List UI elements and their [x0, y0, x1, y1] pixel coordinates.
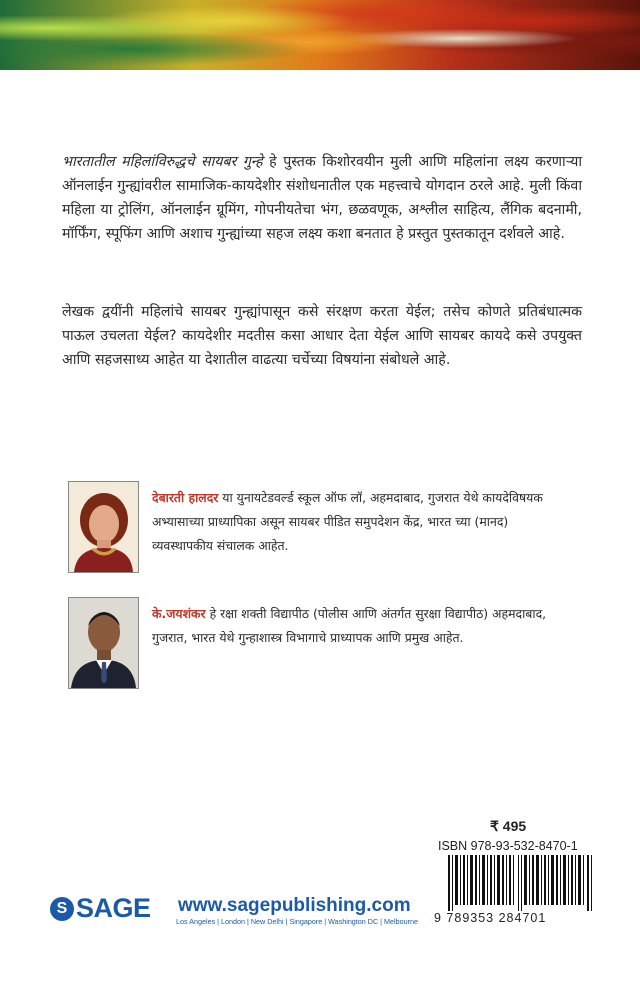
author-name-1: देबारती हालदर [152, 490, 219, 505]
publisher-cities: Los Angeles | London | New Delhi | Singapore | Washington DC | Melbourne [176, 917, 419, 926]
barcode [448, 855, 596, 911]
isbn-label: ISBN 978-93-532-8470-1 [438, 839, 578, 853]
sage-wordmark: SAGE [76, 893, 151, 923]
sage-logo [50, 893, 151, 924]
price-label: ₹ 495 [490, 818, 527, 834]
publisher-website: www.sagepublishing.com [178, 895, 411, 916]
book-title-italic: भारतातील महिलांविरुद्धचे सायबर गुन्हे [62, 154, 263, 170]
author-bio-2-text: हे रक्षा शक्ती विद्यापीठ (पोलीस आणि अंतर्गत सुरक्षा विद्यापीठ) अहमदाबाद, गुजरात, भारत येथे गुन्हाशास्त्र विभागाचे प्राध्यापक आणि प्रमुख आहेत. [152, 606, 547, 645]
author-photo-1 [68, 481, 139, 573]
cover-art-banner [0, 0, 640, 70]
author-photo-2 [68, 597, 139, 689]
barcode-digits: 9 789353 284701 [434, 911, 547, 925]
blurb-paragraph-2: लेखक द्वयींनी महिलांचे सायबर गुन्ह्यांपासून कसे संरक्षण करता येईल; तसेच कोणते प्रतिबंधात्मक पाऊल उचलता येईल? कायदेशीर मदतीस कसा आधार देता येईल आणि सायबर कायदे कसे उपयुक्त आणि सहजसाध्य आहेत या देशातील वाढत्या चर्चेच्या विषयांना संबोधले आहे. [62, 304, 582, 368]
author-name-2: के.जयशंकर [152, 606, 206, 621]
author-bio-1 [152, 486, 572, 558]
blurb-paragraph-1 [62, 150, 582, 246]
blurb-paragraph-1-rest: हे पुस्तक किशोरवयीन मुली आणि महिलांना लक्ष्य करणाऱ्या ऑनलाईन गुन्ह्यांवरील सामाजिक-कायदेशीर संशोधनातील एक महत्त्वाचे योगदान ठरले आहे. मुली किंवा महिला या ट्रोलिंग, ऑनलाईन ग्रूमिंग, गोपनीयतेचा भंग, छळवणूक, अश्लील साहित्य, लैंगिक बदनामी, मॉर्फिंग, स्पूफिंग आणि अशाच गुन्ह्यांच्या सहज लक्ष्य कशा बनतात हे प्रस्तुत पुस्तकातून दर्शवले आहे. [62, 154, 582, 242]
author-bio-2 [152, 602, 572, 650]
sage-emblem-icon: S [50, 897, 74, 921]
author-bio-1-text: या युनायटेडवर्ल्ड स्कूल ऑफ लॉ, अहमदाबाद, गुजरात येथे कायदेविषयक अभ्यासाच्या प्राध्यापिका असून सायबर पीडित समुपदेशन केंद्र, भारत च्या (मानद) व्यवस्थापकीय संचालक आहेत. [152, 490, 543, 553]
